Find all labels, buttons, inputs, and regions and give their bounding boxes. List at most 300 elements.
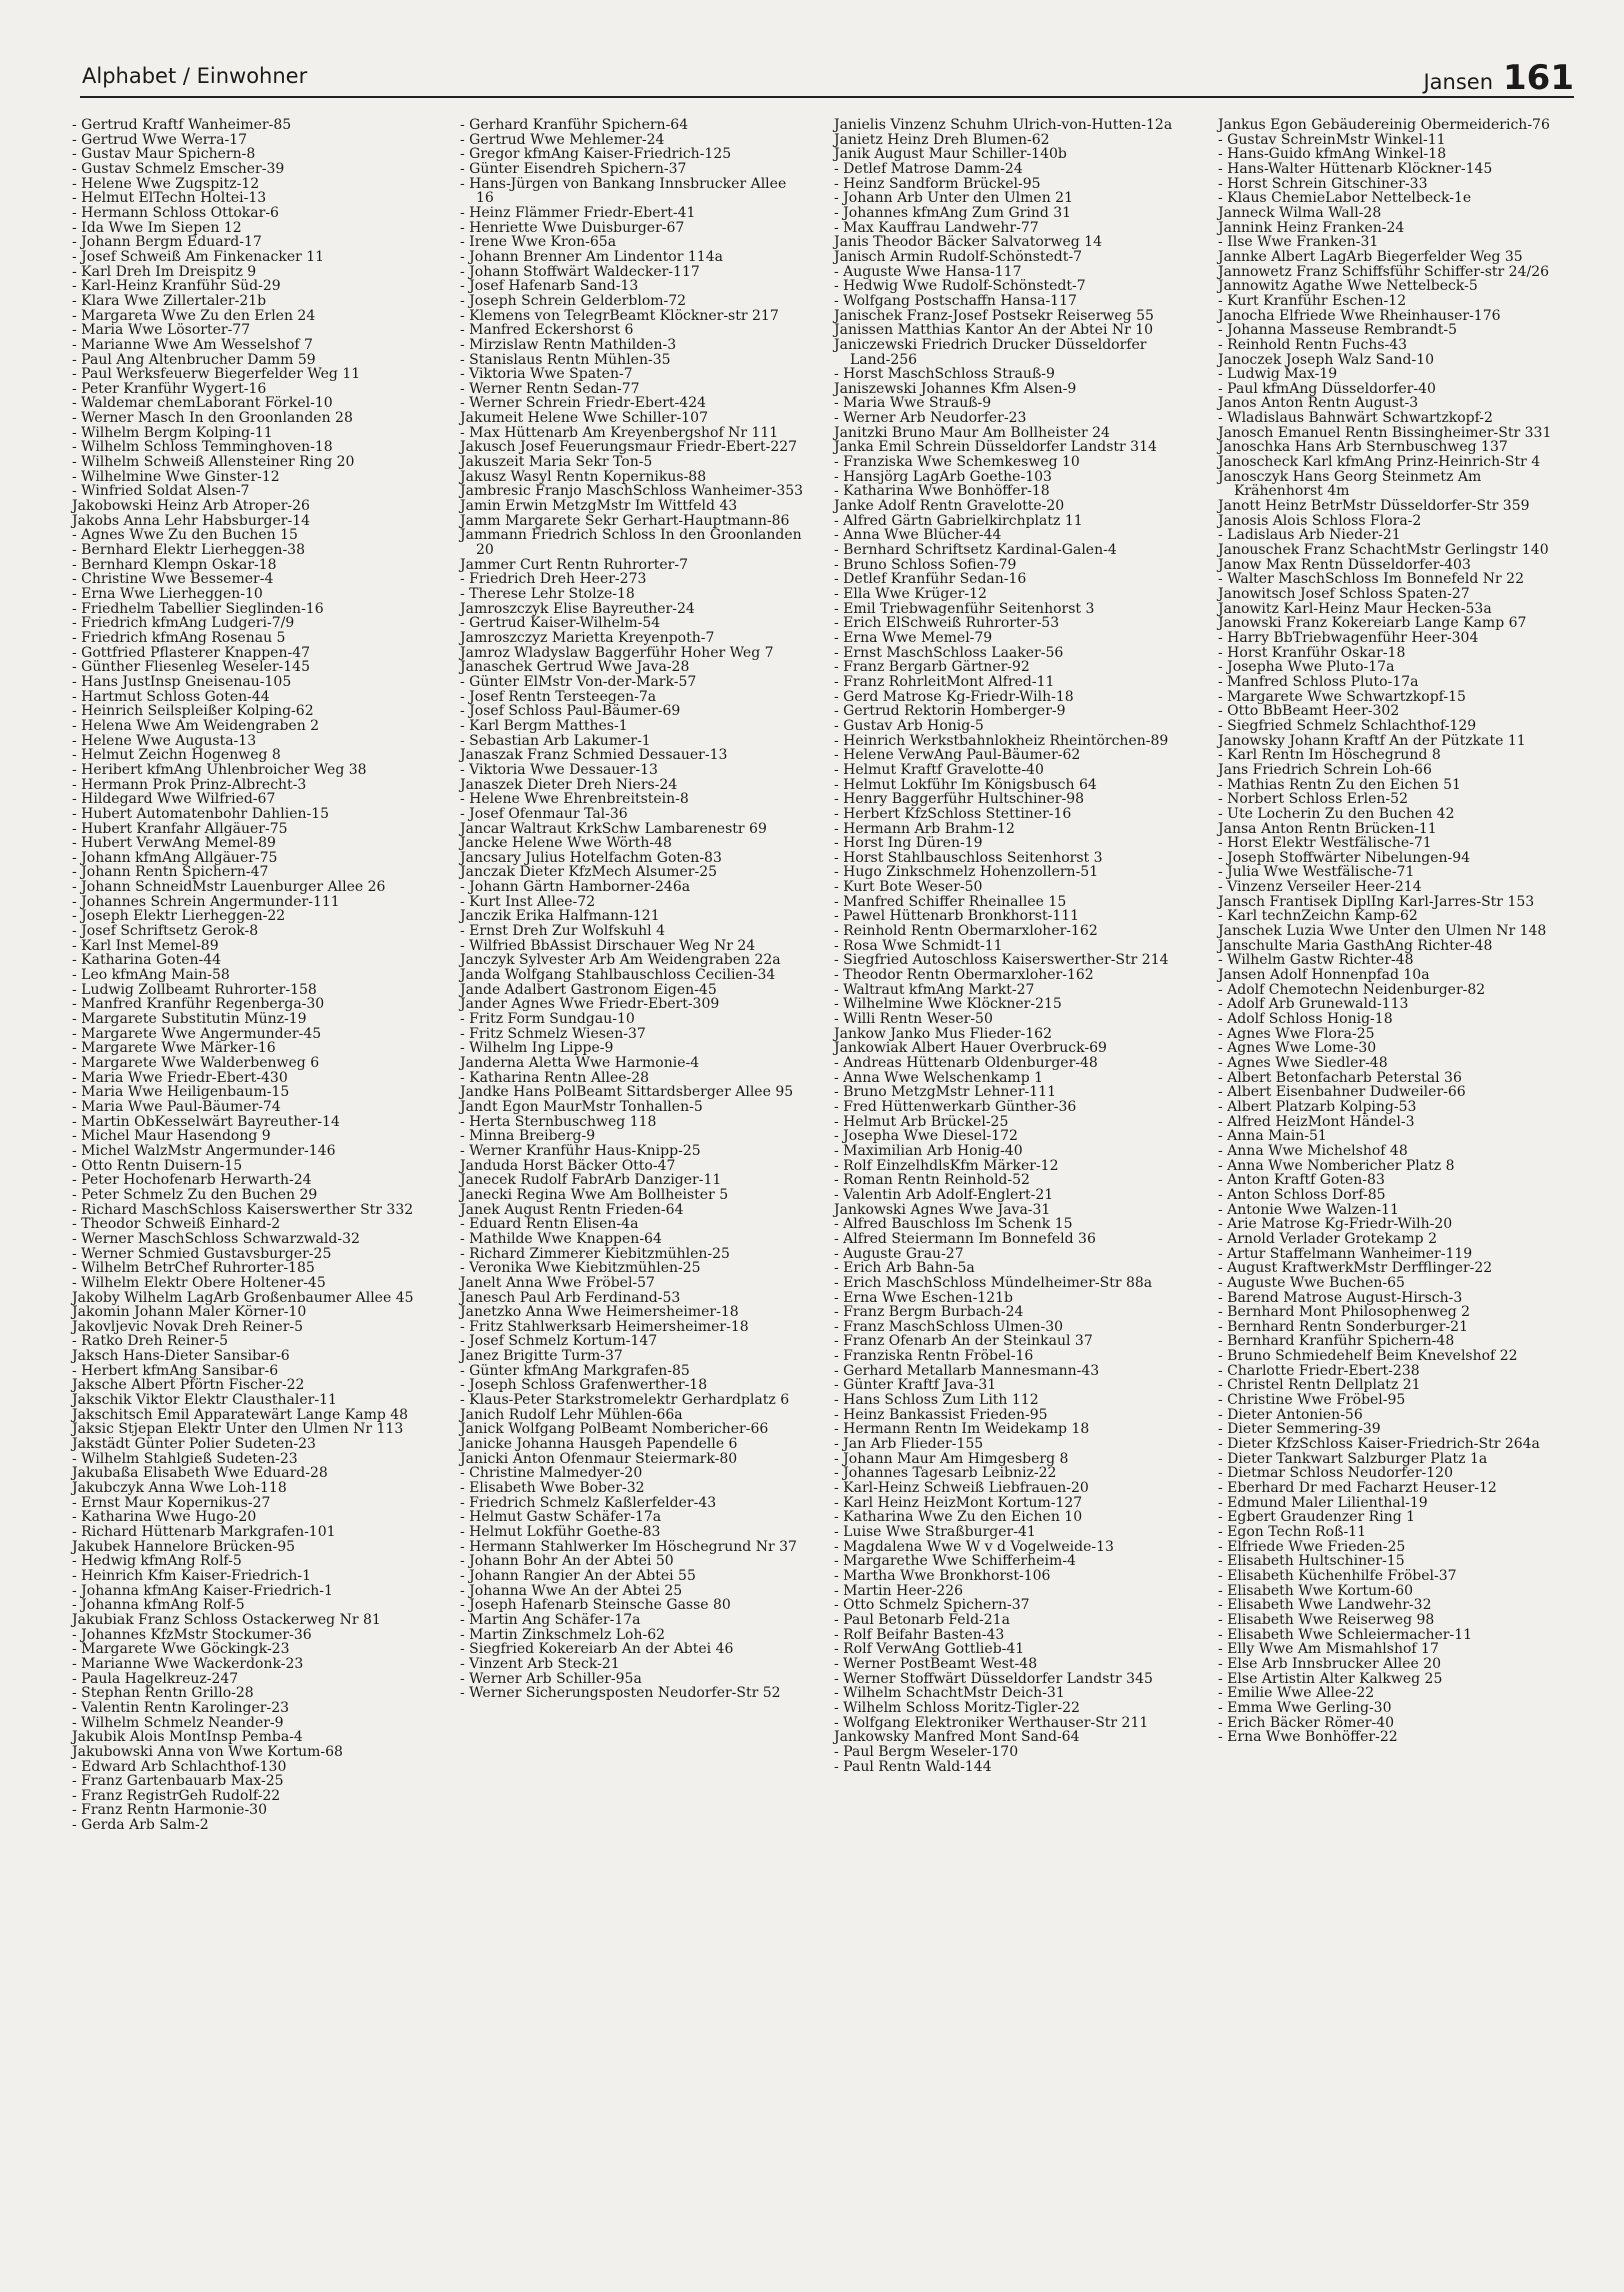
directory-entry: - Josef Schweiß Am Finkenacker 11 (72, 248, 325, 265)
directory-entry: - Franz Bergm Burbach-24 (834, 1304, 1024, 1321)
directory-entry: - Wilhelm Stahlgieß Sudeten-23 (72, 1450, 298, 1467)
directory-entry: - Helmut Zeichn Hogenweg 8 (72, 747, 281, 764)
directory-entry: Jakovljevic Novak Dreh Reiner-5 (72, 1318, 304, 1335)
directory-entry: - Andreas Hüttenarb Oldenburger-48 (834, 1055, 1098, 1071)
directory-entry: - Fritz Form Sundgau-10 (460, 1011, 635, 1028)
directory-entry: - Wilhelm Elektr Obere Holtener-45 (72, 1274, 326, 1291)
directory-entry: Jamroszczyk Elise Bayreuther-24 (460, 600, 695, 617)
directory-entry: - Johann Rentn Spichern-47 (72, 864, 269, 881)
directory-entry: - Paul Werksfeuerw Biegerfelder Weg 11 (72, 366, 361, 383)
directory-entry: - Werner Arb Schiller-95a (460, 1670, 642, 1687)
directory-entry: Janicki Anton Ofenmaur Steiermark-80 (460, 1450, 738, 1467)
directory-entry: - Gertrud Wwe Werra-17 (72, 131, 248, 148)
column-1 (72, 118, 420, 1833)
section-title: Alphabet / Einwohner (82, 64, 308, 88)
directory-entry: Jandke Hans PolBeamt Sittardsberger Allee 95 (460, 1084, 794, 1101)
directory-entry: - Elisabeth Küchenhilfe Fröbel-37 (1218, 1567, 1457, 1584)
directory-entry: - Manfred Schloss Pluto-17a (1218, 673, 1419, 690)
directory-entry: - Siegfried Kokereiarb An der Abtei 46 (460, 1641, 734, 1658)
directory-entry: - Michel Maur Hasendong 9 (72, 1128, 271, 1145)
directory-entry: - Franz MaschSchloss Ulmen-30 (834, 1318, 1064, 1335)
directory-entry: - Emil Triebwagenführ Seitenhorst 3 (834, 600, 1095, 617)
directory-entry: - Pawel Hüttenarb Bronkhorst-111 (834, 908, 1080, 925)
directory-entry: - Theodor Schweiß Einhard-2 (72, 1216, 281, 1233)
directory-entry: - Viktoria Wwe Dessauer-13 (460, 761, 658, 778)
directory-entry: - Maria Wwe Heiligenbaum-15 (72, 1084, 290, 1101)
directory-entry: - Helmut Lokführ Goethe-83 (460, 1524, 661, 1540)
directory-entry: - Erich ElSchweiß Ruhrorter-53 (834, 615, 1060, 632)
directory-entry: Jande Adalbert Gastronom Eigen-45 (460, 981, 717, 998)
directory-entry: - Veronika Wwe Kiebitzmühlen-25 (460, 1260, 701, 1277)
directory-entry: - Christel Rentn Dellplatz 21 (1218, 1377, 1421, 1394)
directory-entry: - Bernhard Mont Philosophenweg 2 (1218, 1304, 1471, 1321)
directory-entry: - Günter ElMstr Von-der-Mark-57 (460, 673, 697, 690)
directory-entry: - Helmut Lokführ Im Königsbusch 64 (834, 776, 1097, 793)
directory-entry: - Vinzenz Verseiler Heer-214 (1218, 879, 1422, 896)
directory-entry: Janosch Emanuel Rentn Bissingheimer-Str 331 (1218, 424, 1552, 441)
directory-entry: - Helena Wwe Am Weidengraben 2 (72, 717, 320, 734)
directory-entry: Janouschek Franz SchachtMstr Gerlingstr 140 (1218, 542, 1549, 559)
directory-entry: - Elisabeth Hultschiner-15 (1218, 1553, 1405, 1570)
directory-entry: - Ute Locherin Zu den Buchen 42 (1218, 805, 1455, 822)
directory-entry: - Manfred Eckershorst 6 (460, 322, 634, 339)
directory-entry: - Gerhard Metallarb Mannesmann-43 (834, 1362, 1100, 1379)
directory-entry: - Karl Heinz HeizMont Kortum-127 (834, 1494, 1083, 1511)
directory-entry: - Friedhelm Tabellier Sieglinden-16 (72, 600, 324, 617)
directory-entry: - Paul Betonarb Feld-21a (834, 1611, 1010, 1628)
directory-entry: Janczik Erika Halfmann-121 (460, 908, 660, 925)
directory-entry: - Marianne Wwe Am Wesselshof 7 (72, 336, 313, 353)
directory-entry: Janelt Anna Wwe Fröbel-57 (460, 1274, 655, 1291)
directory-entry: - Vinzent Arb Steck-21 (460, 1655, 620, 1672)
directory-entry: - Karl Inst Memel-89 (72, 937, 219, 954)
directory-entry: - Horst Ing Düren-19 (834, 835, 983, 852)
directory-entry: - Wilhelm SchachtMstr Deich-31 (834, 1685, 1065, 1702)
directory-entry: - Maria Wwe Lösorter-77 (72, 322, 251, 339)
directory-entry: - Auguste Wwe Hansa-117 (834, 263, 1022, 280)
directory-entry: - Luise Wwe Straßburger-41 (834, 1524, 1036, 1540)
directory-entry: - Johann Arb Unter den Ulmen 21 (834, 190, 1073, 207)
directory-entry: - Norbert Schloss Erlen-52 (1218, 791, 1408, 808)
directory-entry: Janiszewski Johannes Kfm Alsen-9 (834, 380, 1077, 397)
directory-entry: Janderna Aletta Wwe Harmonie-4 (460, 1055, 700, 1071)
directory-entry: - Johann Rangier An der Abtei 55 (460, 1567, 696, 1584)
directory-entry: - Stephan Rentn Grillo-28 (72, 1685, 254, 1702)
directory-entry: - Adolf Arb Grunewald-113 (1218, 996, 1409, 1013)
directory-entry: - Hans-Jürgen von Bankang Innsbrucker Allee 16 (460, 175, 787, 207)
directory-entry: - Katharina Goten-44 (72, 952, 222, 969)
directory-entry: Janitzki Bruno Maur Am Bollheister 24 (834, 424, 1110, 441)
directory-entry: Jakumeit Helene Wwe Schiller-107 (460, 410, 709, 427)
directory-entry: Jammer Curt Rentn Ruhrorter-7 (460, 556, 688, 573)
directory-entry: - Antonie Wwe Walzen-11 (1218, 1201, 1399, 1218)
directory-entry: - Waldemar chemLaborant Förkel-10 (72, 395, 333, 412)
directory-entry: - Paul kfmAng Düsseldorfer-40 (1218, 380, 1436, 397)
directory-entry: Janick Wolfgang PolBeamt Nombericher-66 (460, 1421, 769, 1438)
directory-entry: - Elisabeth Wwe Kortum-60 (1218, 1582, 1414, 1599)
directory-entry: Janicke Johanna Hausgeh Papendelle 6 (460, 1436, 738, 1453)
directory-entry: - Anna Wwe Blücher-44 (834, 527, 1002, 544)
directory-entry: - Martha Wwe Bronkhorst-106 (834, 1567, 1051, 1584)
directory-entry: - Alfred HeizMont Händel-3 (1218, 1113, 1415, 1130)
directory-entry: - Wolfgang Postschaffn Hansa-117 (834, 292, 1077, 309)
directory-entry: - Helmut Arb Brückel-25 (834, 1113, 1009, 1130)
directory-entry: Jamroz Wladyslaw Baggerführ Hoher Weg 7 (460, 644, 774, 661)
directory-entry: Janisch Armin Rudolf-Schönstedt-7 (834, 248, 1083, 265)
directory-entry: - Klaus ChemieLabor Nettelbeck-1e (1218, 190, 1472, 207)
directory-entry: - Josepha Wwe Diesel-172 (834, 1128, 1018, 1145)
directory-entry: - Wilfried BbAssist Dirschauer Weg Nr 24 (460, 937, 756, 954)
column-2 (460, 118, 808, 1701)
directory-entry: - Wilhelm Ing Lippe-9 (460, 1040, 614, 1057)
directory-entry: - Maria Wwe Paul-Bäumer-74 (72, 1098, 281, 1115)
directory-entry: - Detlef Kranführ Sedan-16 (834, 571, 1027, 588)
directory-entry: - Karl-Heinz Kranführ Süd-29 (72, 278, 281, 295)
directory-entry: - Heinz Flämmer Friedr-Ebert-41 (460, 204, 696, 221)
directory-entry: - Werner Schmied Gustavsburger-25 (72, 1245, 332, 1262)
directory-entry: - Richard MaschSchloss Kaiserswerther Str 332 (72, 1201, 414, 1218)
directory-entry: - Gerd Matrose Kg-Friedr-Wilh-18 (834, 688, 1074, 705)
directory-entry: - Hermann Prok Prinz-Albrecht-3 (72, 776, 307, 793)
directory-entry: Jakobs Anna Lehr Habsburger-14 (72, 512, 311, 529)
directory-entry: - Gerda Arb Salm-2 (72, 1817, 209, 1834)
directory-entry: - Hedwig kfmAng Rolf-5 (72, 1553, 242, 1570)
directory-entry: - Mathilde Wwe Knappen-64 (460, 1230, 662, 1247)
directory-entry: - Adolf Schloss Honig-18 (1218, 1011, 1393, 1028)
directory-entry: - Anna Wwe Michelshof 48 (1218, 1142, 1408, 1159)
directory-entry: - Hedwig Wwe Rudolf-Schönstedt-7 (834, 278, 1086, 295)
directory-entry: - Richard Hüttenarb Markgrafen-101 (72, 1524, 336, 1540)
directory-entry: - Ida Wwe Im Siepen 12 (72, 219, 242, 236)
directory-entry: - Karl Bergm Matthes-1 (460, 717, 628, 734)
directory-entry: Janowsky Johann Kraftf An der Pützkate 11 (1218, 732, 1526, 749)
directory-entry: - Winfried Soldat Alsen-7 (72, 483, 250, 500)
directory-entry: - Fred Hüttenwerkarb Günther-36 (834, 1098, 1077, 1115)
directory-entry: - Leo kfmAng Main-58 (72, 967, 230, 984)
directory-entry: Janaszak Franz Schmied Dessauer-13 (460, 747, 728, 764)
directory-entry: Janielis Vinzenz Schuhm Ulrich-von-Hutten-12a (834, 117, 1173, 133)
directory-entry: - Manfred Kranführ Regenberga-30 (72, 996, 325, 1013)
directory-entry: - Detlef Matrose Damm-24 (834, 160, 1023, 177)
directory-entry: Jaksch Hans-Dieter Sansibar-6 (72, 1348, 290, 1365)
directory-entry: - Erich Bäcker Römer-40 (1218, 1714, 1395, 1731)
directory-entry: - Ernst Maur Kopernikus-27 (72, 1494, 271, 1511)
directory-entry: - Gerhard Kranführ Spichern-64 (460, 117, 689, 133)
directory-entry: Janiczewski Friedrich Drucker Düsseldorfer Land-256 (834, 336, 1147, 368)
directory-entry: - Klaus-Peter Starkstromelektr Gerhardplatz 6 (460, 1392, 790, 1409)
directory-entry: - Erna Wwe Memel-79 (834, 629, 993, 646)
directory-entry: - Klemens von TelegrBeamt Klöckner-str 217 (460, 307, 779, 324)
directory-entry: - Margarete Wwe Walderbenweg 6 (72, 1055, 320, 1071)
directory-entry: Janetzko Anna Wwe Heimersheimer-18 (460, 1304, 739, 1321)
directory-entry: Janduda Horst Bäcker Otto-47 (460, 1157, 676, 1174)
directory-entry: - Johann Maur Am Himgesberg 8 (834, 1450, 1069, 1467)
directory-entry: - Franziska Wwe Schemkesweg 10 (834, 454, 1080, 471)
directory-entry: - Fritz Schmelz Wiesen-37 (460, 1025, 646, 1042)
directory-entry: Jankus Egon Gebäudereinig Obermeiderich-76 (1218, 117, 1550, 133)
directory-entry: Janowitsch Josef Schloss Spaten-27 (1218, 586, 1470, 602)
directory-entry: - Ratko Dreh Reiner-5 (72, 1333, 228, 1350)
directory-entry: Jamm Margarete Sekr Gerhart-Hauptmann-86 (460, 512, 790, 529)
directory-entry: - Manfred Schiffer Rheinallee 15 (834, 893, 1067, 910)
directory-entry: Janecek Rudolf FabrArb Danziger-11 (460, 1172, 722, 1189)
page-number: 161 (1503, 58, 1574, 98)
directory-entry: - Martin Ang Schäfer-17a (460, 1611, 641, 1628)
directory-entry: - Hansjörg LagArb Goethe-103 (834, 468, 1052, 485)
directory-entry: - Wilhelm Gastw Richter-48 (1218, 952, 1414, 969)
directory-entry: - Werner Schrein Friedr-Ebert-424 (460, 395, 707, 412)
directory-entry: - Joseph Schrein Gelderblom-72 (460, 292, 687, 309)
directory-entry: Janosczyk Hans Georg Steinmetz Am Krähenhorst 4m (1218, 468, 1482, 500)
header-rule (80, 96, 1574, 98)
directory-entry: - Katharina Rentn Allee-28 (460, 1069, 650, 1086)
directory-entry: - Bernhard Kranführ Spichern-48 (1218, 1333, 1455, 1350)
directory-entry: - Max Kauffrau Landwehr-77 (834, 219, 1039, 236)
page-header-right (1423, 58, 1574, 98)
directory-entry: - Jan Arb Flieder-155 (834, 1436, 984, 1453)
directory-entry: Jansen Adolf Honnenpfad 10a (1218, 967, 1430, 984)
directory-entry: - Hans-Guido kfmAng Winkel-18 (1218, 146, 1447, 163)
directory-entry: - Gertrud Rektorin Homberger-9 (834, 703, 1066, 720)
directory-entry: Janosis Alois Schloss Flora-2 (1218, 512, 1422, 529)
directory-entry: - Hans-Walter Hüttenarb Klöckner-145 (1218, 160, 1493, 177)
directory-entry: - Sebastian Arb Lakumer-1 (460, 732, 651, 749)
directory-entry: Jakschik Viktor Elektr Clausthaler-11 (72, 1392, 337, 1409)
directory-entry: - Ernst Dreh Zur Wolfskuhl 4 (460, 923, 665, 940)
directory-entry: - Katharina Wwe Hugo-20 (72, 1509, 257, 1526)
directory-entry: Janaschek Gertrud Wwe Java-28 (460, 659, 690, 676)
directory-entry: Jaksche Albert Pförtn Fischer-22 (72, 1377, 305, 1394)
directory-entry: Jakoby Wilhelm LagArb Großenbaumer Allee 45 (72, 1289, 414, 1306)
directory-entry: - Roman Rentn Reinhold-52 (834, 1172, 1030, 1189)
directory-entry: - Erna Wwe Eschen-121b (834, 1289, 1013, 1306)
directory-entry: Jamin Erwin MetzgMstr Im Wittfeld 43 (460, 498, 738, 515)
directory-entry: Janschulte Maria GasthAng Richter-48 (1218, 937, 1493, 954)
directory-entry: - Werner Rentn Sedan-77 (460, 380, 640, 397)
directory-entry: - Erna Wwe Lierheggen-10 (72, 586, 263, 602)
directory-entry: - Siegfried Autoschloss Kaiserswerther-Str 214 (834, 952, 1169, 969)
directory-entry: - Johann Brenner Am Lindentor 114a (460, 248, 723, 265)
directory-entry: - Günter Kraftf Java-31 (834, 1377, 997, 1394)
directory-entry: - Eduard Rentn Elisen-4a (460, 1216, 639, 1233)
directory-entry: - Auguste Grau-27 (834, 1245, 964, 1262)
directory-entry: - Reinhold Rentn Fuchs-43 (1218, 336, 1408, 353)
directory-entry: - Christine Wwe Fröbel-95 (1218, 1392, 1406, 1409)
directory-entry: - August KraftwerkMstr Derfflinger-22 (1218, 1260, 1493, 1277)
directory-entry: - Helene Wwe Augusta-13 (72, 732, 257, 749)
directory-entry: - Josef Schloss Paul-Bäumer-69 (460, 703, 681, 720)
directory-entry: - Hubert VerwAng Memel-89 (72, 835, 276, 852)
directory-entry: - Josef Ofenmaur Tal-36 (460, 805, 628, 822)
directory-entry: - Wladislaus Bahnwärt Schwartzkopf-2 (1218, 410, 1493, 427)
directory-entry: Jakubik Alois MontInsp Pemba-4 (72, 1729, 303, 1746)
directory-entry: - Ella Wwe Krüger-12 (834, 586, 987, 602)
directory-entry: Janow Max Rentn Düsseldorfer-403 (1218, 556, 1471, 573)
directory-entry: - Walter MaschSchloss Im Bonnefeld Nr 22 (1218, 571, 1524, 588)
directory-entry: - Valentin Rentn Karolinger-23 (72, 1699, 290, 1716)
directory-entry: Jakubczyk Anna Wwe Loh-118 (72, 1480, 287, 1497)
directory-entry: - Werner Masch In den Groonlanden 28 (72, 410, 353, 427)
directory-entry: Jans Friedrich Schrein Loh-66 (1218, 761, 1432, 778)
running-head-name: Jansen (1423, 70, 1494, 94)
directory-entry: - Karl Rentn Im Höschegrund 8 (1218, 747, 1441, 764)
directory-entry: - Harry BbTriebwagenführ Heer-304 (1218, 629, 1479, 646)
directory-entry: - Irene Wwe Kron-65a (460, 234, 617, 251)
directory-entry: - Bruno Schloss Sofien-79 (834, 556, 1017, 573)
directory-entry: Janek August Rentn Frieden-64 (460, 1201, 684, 1218)
directory-entry: - Martin Heer-226 (834, 1582, 964, 1599)
directory-entry: - Bernhard Elektr Lierheggen-38 (72, 542, 305, 559)
directory-entry: - Dietmar Schloss Neudorfer-120 (1218, 1465, 1453, 1482)
directory-entry: - Auguste Wwe Buchen-65 (1218, 1274, 1405, 1291)
directory-entry: Janis Theodor Bäcker Salvatorweg 14 (834, 234, 1102, 251)
directory-entry: - Willi Rentn Weser-50 (834, 1011, 993, 1028)
directory-entry: - Martin Zinkschmelz Loh-62 (460, 1626, 666, 1643)
directory-entry: - Dieter Tankwart Salzburger Platz 1a (1218, 1450, 1488, 1467)
directory-entry: - Hans Schloss Zum Lith 112 (834, 1392, 1039, 1409)
directory-entry: - Anton Kraftf Goten-83 (1218, 1172, 1385, 1189)
directory-entry: - Paul Bergm Weseler-170 (834, 1743, 1019, 1760)
directory-entry: - Margarete Wwe Göckingk-23 (72, 1641, 290, 1658)
directory-entry: - Karl Dreh Im Dreispitz 9 (72, 263, 257, 280)
directory-entry: Janowitz Karl-Heinz Maur Hecken-53a (1218, 600, 1492, 617)
directory-entry: - Kurt Kranführ Eschen-12 (1218, 292, 1407, 309)
directory-entry: - Theodor Rentn Obermarxloher-162 (834, 967, 1094, 984)
directory-entry: - Franz RohrleitMont Alfred-11 (834, 673, 1055, 690)
directory-entry: - Werner Sicherungsposten Neudorfer-Str 52 (460, 1685, 781, 1702)
directory-entry: - Rolf VerwAng Gottlieb-41 (834, 1641, 1025, 1658)
directory-entry: - Viktoria Wwe Spaten-7 (460, 366, 633, 383)
directory-entry: - Otto BbBeamt Heer-302 (1218, 703, 1400, 720)
directory-entry: Jambresic Franjo MaschSchloss Wanheimer-353 (460, 483, 804, 500)
directory-entry: - Johannes kfmAng Zum Grind 31 (834, 204, 1072, 221)
directory-entry: - Artur Staffelmann Wanheimer-119 (1218, 1245, 1473, 1262)
directory-entry: - Maximilian Arb Honig-40 (834, 1142, 1023, 1159)
directory-entry: - Eberhard Dr med Facharzt Heuser-12 (1218, 1480, 1497, 1497)
directory-entry: - Wilhelm Schweiß Allensteiner Ring 20 (72, 454, 355, 471)
directory-entry: Jancke Helene Wwe Wörth-48 (460, 835, 672, 852)
directory-entry: - Johann Bergm Eduard-17 (72, 234, 262, 251)
directory-entry: - Erich MaschSchloss Mündelheimer-Str 88a (834, 1274, 1153, 1291)
directory-entry: - Edward Arb Schlachthof-130 (72, 1758, 287, 1775)
directory-entry: - Johann Bohr An der Abtei 50 (460, 1553, 674, 1570)
directory-entry: - Ladislaus Arb Nieder-21 (1218, 527, 1401, 544)
directory-entry: Jakschitsch Emil Apparatewärt Lange Kamp 48 (72, 1406, 409, 1423)
directory-entry: - Emilie Wwe Allee-22 (1218, 1685, 1375, 1702)
directory-entry: - Elly Wwe Am Mismahlshof 17 (1218, 1641, 1439, 1658)
directory-entry: - Paul Ang Altenbrucher Damm 59 (72, 351, 316, 368)
directory-entry: - Egbert Graudenzer Ring 1 (1218, 1509, 1416, 1526)
directory-entry: - Margareta Wwe Zu den Erlen 24 (72, 307, 316, 324)
directory-entry: - Edmund Maler Lilienthal-19 (1218, 1494, 1428, 1511)
directory-entry: - Johannes Tagesarb Leibniz-22 (834, 1465, 1057, 1482)
directory-entry: Janissen Matthias Kantor An der Abtei Nr 10 (834, 322, 1154, 339)
directory-entry: - Anna Wwe Welschenkamp 1 (834, 1069, 1044, 1086)
directory-entry: Janocha Elfriede Wwe Rheinhauser-176 (1218, 307, 1501, 324)
directory-entry: - Erich Arb Bahn-5a (834, 1260, 975, 1277)
directory-entry: Jakusch Josef Feuerungsmaur Friedr-Ebert-227 (460, 439, 798, 456)
column-4 (1218, 118, 1566, 1745)
directory-entry: - Else Arb Innsbrucker Allee 20 (1218, 1655, 1442, 1672)
directory-entry: - Horst Elektr Westfälische-71 (1218, 835, 1432, 852)
directory-entry: - Werner Kranführ Haus-Knipp-25 (460, 1142, 701, 1159)
directory-entry: - Ludwig Zollbeamt Ruhrorter-158 (72, 981, 317, 998)
directory-entry: - Kurt Inst Allee-72 (460, 893, 596, 910)
directory-entry: - Siegfried Schmelz Schlachthof-129 (1218, 717, 1477, 734)
directory-entry: - Johann kfmAng Allgäuer-75 (72, 849, 278, 866)
directory-entry: - Wolfgang Elektroniker Werthauser-Str 211 (834, 1714, 1149, 1731)
directory-entry: - Ludwig Max-19 (1218, 366, 1338, 383)
directory-entry: - Bruno MetzgMstr Lehner-111 (834, 1084, 1056, 1101)
directory-entry: - Stanislaus Rentn Mühlen-35 (460, 351, 671, 368)
directory-entry: - Henry Baggerführ Hultschiner-98 (834, 791, 1085, 808)
directory-entry: Jakubek Hannelore Brücken-95 (72, 1538, 296, 1555)
directory-entry: - Maria Wwe Friedr-Ebert-430 (72, 1069, 288, 1086)
directory-entry: - Franz Bergarb Gärtner-92 (834, 659, 1030, 676)
directory-entry: - Katharina Wwe Bonhöffer-18 (834, 483, 1050, 500)
directory-entry: - Hermann Schloss Ottokar-6 (72, 204, 279, 221)
directory-entry: - Hugo Zinkschmelz Hohenzollern-51 (834, 864, 1099, 881)
directory-entry: - Helene VerwAng Paul-Bäumer-62 (834, 747, 1081, 764)
directory-entry: - Elisabeth Wwe Landwehr-32 (1218, 1597, 1432, 1614)
directory-entry: Jakstädt Günter Polier Sudeten-23 (72, 1436, 316, 1453)
directory-entry: - Wilhelm Schmelz Neander-9 (72, 1714, 284, 1731)
directory-entry: - Gustav Maur Spichern-8 (72, 146, 256, 163)
directory-entry: - Albert Platzarb Kolping-53 (1218, 1098, 1417, 1115)
directory-entry: - Adolf Chemotechn Neidenburger-82 (1218, 981, 1486, 998)
column-3 (834, 118, 1182, 1774)
directory-entry: - Mathias Rentn Zu den Eichen 51 (1218, 776, 1461, 793)
directory-entry: - Friedrich kfmAng Ludgeri-7/9 (72, 615, 295, 632)
directory-entry: - Joseph Hafenarb Steinsche Gasse 80 (460, 1597, 731, 1614)
directory-entry: Janecki Regina Wwe Am Bollheister 5 (460, 1186, 729, 1203)
directory-entry: - Henriette Wwe Duisburger-67 (460, 219, 685, 236)
directory-entry: - Helmut Kraftf Gravelotte-40 (834, 761, 1044, 778)
directory-entry: Jakomin Johann Maler Körner-10 (72, 1304, 307, 1321)
directory-entry: - Gustav Arb Honig-5 (834, 717, 984, 734)
directory-entry: Jankow Janko Mus Flieder-162 (834, 1025, 1052, 1042)
directory-entry: Janez Brigitte Turm-37 (460, 1348, 623, 1365)
directory-entry: Janischek Franz-Josef Postsekr Reiserweg 55 (834, 307, 1154, 324)
directory-entry: - Hubert Automatenbohr Dahlien-15 (72, 805, 330, 822)
directory-entry: - Michel WalzMstr Angermunder-146 (72, 1142, 336, 1159)
directory-entry: - Rosa Wwe Schmidt-11 (834, 937, 1003, 954)
directory-entry: - Günter kfmAng Markgrafen-85 (460, 1362, 690, 1379)
directory-entry: - Ilse Wwe Franken-31 (1218, 234, 1379, 251)
directory-entry: - Karl technZeichn Kamp-62 (1218, 908, 1418, 925)
directory-entry: - Alfred Steiermann Im Bonnefeld 36 (834, 1230, 1096, 1247)
directory-entry: - Helene Wwe Zugspitz-12 (72, 175, 260, 192)
directory-entry: - Josef Rentn Tersteegen-7a (460, 688, 657, 705)
directory-entry: - Anna Wwe Nombericher Platz 8 (1218, 1157, 1455, 1174)
directory-entry: Jannink Heinz Franken-24 (1218, 219, 1405, 236)
directory-entry: - Wilhelm Schloss Moritz-Tigler-22 (834, 1699, 1080, 1716)
directory-entry: - Horst Kranführ Oskar-18 (1218, 644, 1406, 661)
directory-entry: Jakobowski Heinz Arb Atroper-26 (72, 498, 310, 515)
directory-entry: Jancar Waltraut KrkSchw Lambarenestr 69 (460, 820, 767, 837)
directory-entry: Jannowetz Franz Schiffsführ Schiffer-str 24/26 (1218, 263, 1550, 280)
directory-entry: - Dieter KfzSchloss Kaiser-Friedrich-Str 264a (1218, 1436, 1540, 1453)
directory-entry: - Paul Rentn Wald-144 (834, 1758, 992, 1775)
directory-entry: - Christine Wwe Bessemer-4 (72, 571, 274, 588)
directory-entry: - Horst Stahlbauschloss Seitenhorst 3 (834, 849, 1103, 866)
directory-entry: - Otto Schmelz Spichern-37 (834, 1597, 1030, 1614)
directory-entry: - Joseph Stoffwärter Nibelungen-94 (1218, 849, 1471, 866)
directory-entry: - Johanna kfmAng Kaiser-Friedrich-1 (72, 1582, 333, 1599)
directory-entry: - Peter Kranführ Wygert-16 (72, 380, 267, 397)
directory-entry: Janos Anton Rentn August-3 (1218, 395, 1419, 412)
directory-entry: Janoschka Hans Arb Sternbuschweg 137 (1218, 439, 1508, 456)
